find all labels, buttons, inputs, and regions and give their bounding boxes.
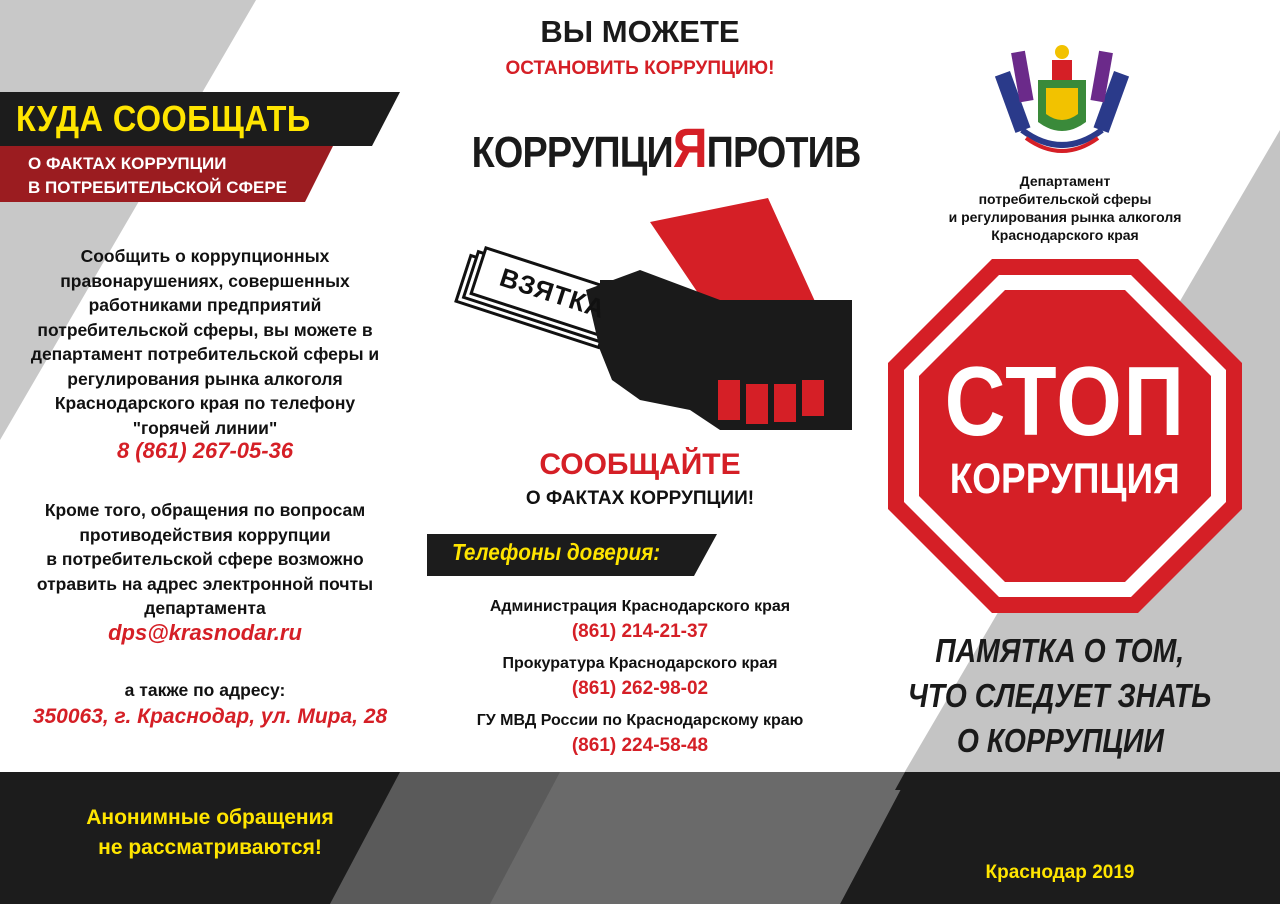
department-name xyxy=(920,172,1210,244)
body1-line: Сообщить о коррупционных xyxy=(80,246,330,266)
body1-line: правонарушениях, совершенных xyxy=(60,270,350,291)
left-body-paragraph-2 xyxy=(10,498,400,621)
body1-line: департамент потребительской сферы и xyxy=(30,344,380,364)
memo-line: О КОРРУПЦИИ xyxy=(956,722,1164,759)
logo-part-2: Я xyxy=(672,116,707,179)
body2-line: Кроме того, обращения по вопросам xyxy=(44,500,366,520)
email-link[interactable]: dps@krasnodar.ru xyxy=(108,620,302,645)
memo-title xyxy=(880,628,1240,763)
report-heading: СООБЩАЙТЕ xyxy=(539,448,741,481)
department-line: потребительской сферы xyxy=(978,191,1152,207)
stop-subtitle-text: КОРРУПЦИЯ xyxy=(950,455,1180,503)
body1-line: "горячей линии" xyxy=(132,417,278,438)
memo-line: ПАМЯТКА О ТОМ, xyxy=(935,632,1185,669)
stop-subtitle xyxy=(890,455,1240,504)
body2-line: департамента xyxy=(144,598,266,618)
middle-subheading: ОСТАНОВИТЬ КОРРУПЦИЮ! xyxy=(505,58,775,79)
hotline-phone-link[interactable]: 8 (861) 267-05-36 xyxy=(116,438,294,463)
hotline-org-name: Администрация Краснодарского края xyxy=(489,598,791,615)
anonymous-notice xyxy=(40,803,380,863)
body2-line: противодействия коррупции xyxy=(79,524,331,545)
body1-line: работниками предприятий xyxy=(88,295,322,315)
footer-gray-stripe-2 xyxy=(490,772,910,904)
coat-of-arms-emblem xyxy=(995,45,1129,151)
address-text: 350063, г. Краснодар, ул. Мира, 28 xyxy=(32,705,388,728)
hotline-org-phone[interactable]: (861) 262-98-02 xyxy=(571,678,709,699)
department-line: и регулирования рынка алкоголя xyxy=(948,209,1182,225)
hotline-org-name: Прокуратура Краснодарского края xyxy=(502,655,778,672)
hotline-org-phone[interactable]: (861) 224-58-48 xyxy=(571,735,709,756)
city-year: Краснодар 2019 xyxy=(985,862,1135,883)
memo-line: ЧТО СЛЕДУЕТ ЗНАТЬ xyxy=(908,677,1212,714)
left-subheading xyxy=(28,152,287,200)
body1-line: Краснодарского края по телефону xyxy=(54,393,356,413)
hotline-org-name: ГУ МВД России по Краснодарскому краю xyxy=(476,712,804,729)
left-subheading-line2: В ПОТРЕБИТЕЛЬСКОЙ СФЕРЕ xyxy=(28,178,288,197)
stop-word xyxy=(890,345,1240,458)
department-line: Департамент xyxy=(1019,173,1111,189)
logo-part-3: ПРОТИВ xyxy=(706,128,861,177)
left-subheading-line1: О ФАКТАХ КОРРУПЦИИ xyxy=(28,154,227,173)
body2-line: отравить на адрес электронной почты xyxy=(36,573,374,594)
body2-line: в потребительской сфере возможно xyxy=(46,549,364,569)
campaign-logo xyxy=(440,115,861,179)
bribe-illustration xyxy=(456,178,852,448)
stop-word-text: СТОП xyxy=(944,346,1186,456)
anonymous-line: Анонимные обращения xyxy=(86,806,334,829)
hotline-heading: Телефоны доверия: xyxy=(452,539,661,565)
anonymous-line: не рассматриваются! xyxy=(98,836,322,859)
hotline-org-phone[interactable]: (861) 214-21-37 xyxy=(571,621,709,642)
address-label: а также по адресу: xyxy=(124,680,286,700)
left-heading: КУДА СООБЩАТЬ xyxy=(16,98,311,139)
report-subheading: О ФАКТАХ КОРРУПЦИИ! xyxy=(525,488,755,509)
middle-heading: ВЫ МОЖЕТЕ xyxy=(540,14,740,49)
logo-part-1: КОРРУПЦИ xyxy=(471,128,673,177)
department-line: Краснодарского края xyxy=(991,227,1139,243)
left-body-paragraph-1 xyxy=(10,244,400,440)
body1-line: потребительской сферы, вы можете в xyxy=(37,319,373,340)
bribe-word: ВЗЯТКА xyxy=(496,261,610,325)
body1-line: регулирования рынка алкоголя xyxy=(67,368,343,389)
footer-gray-stripe-3 xyxy=(895,772,1280,790)
